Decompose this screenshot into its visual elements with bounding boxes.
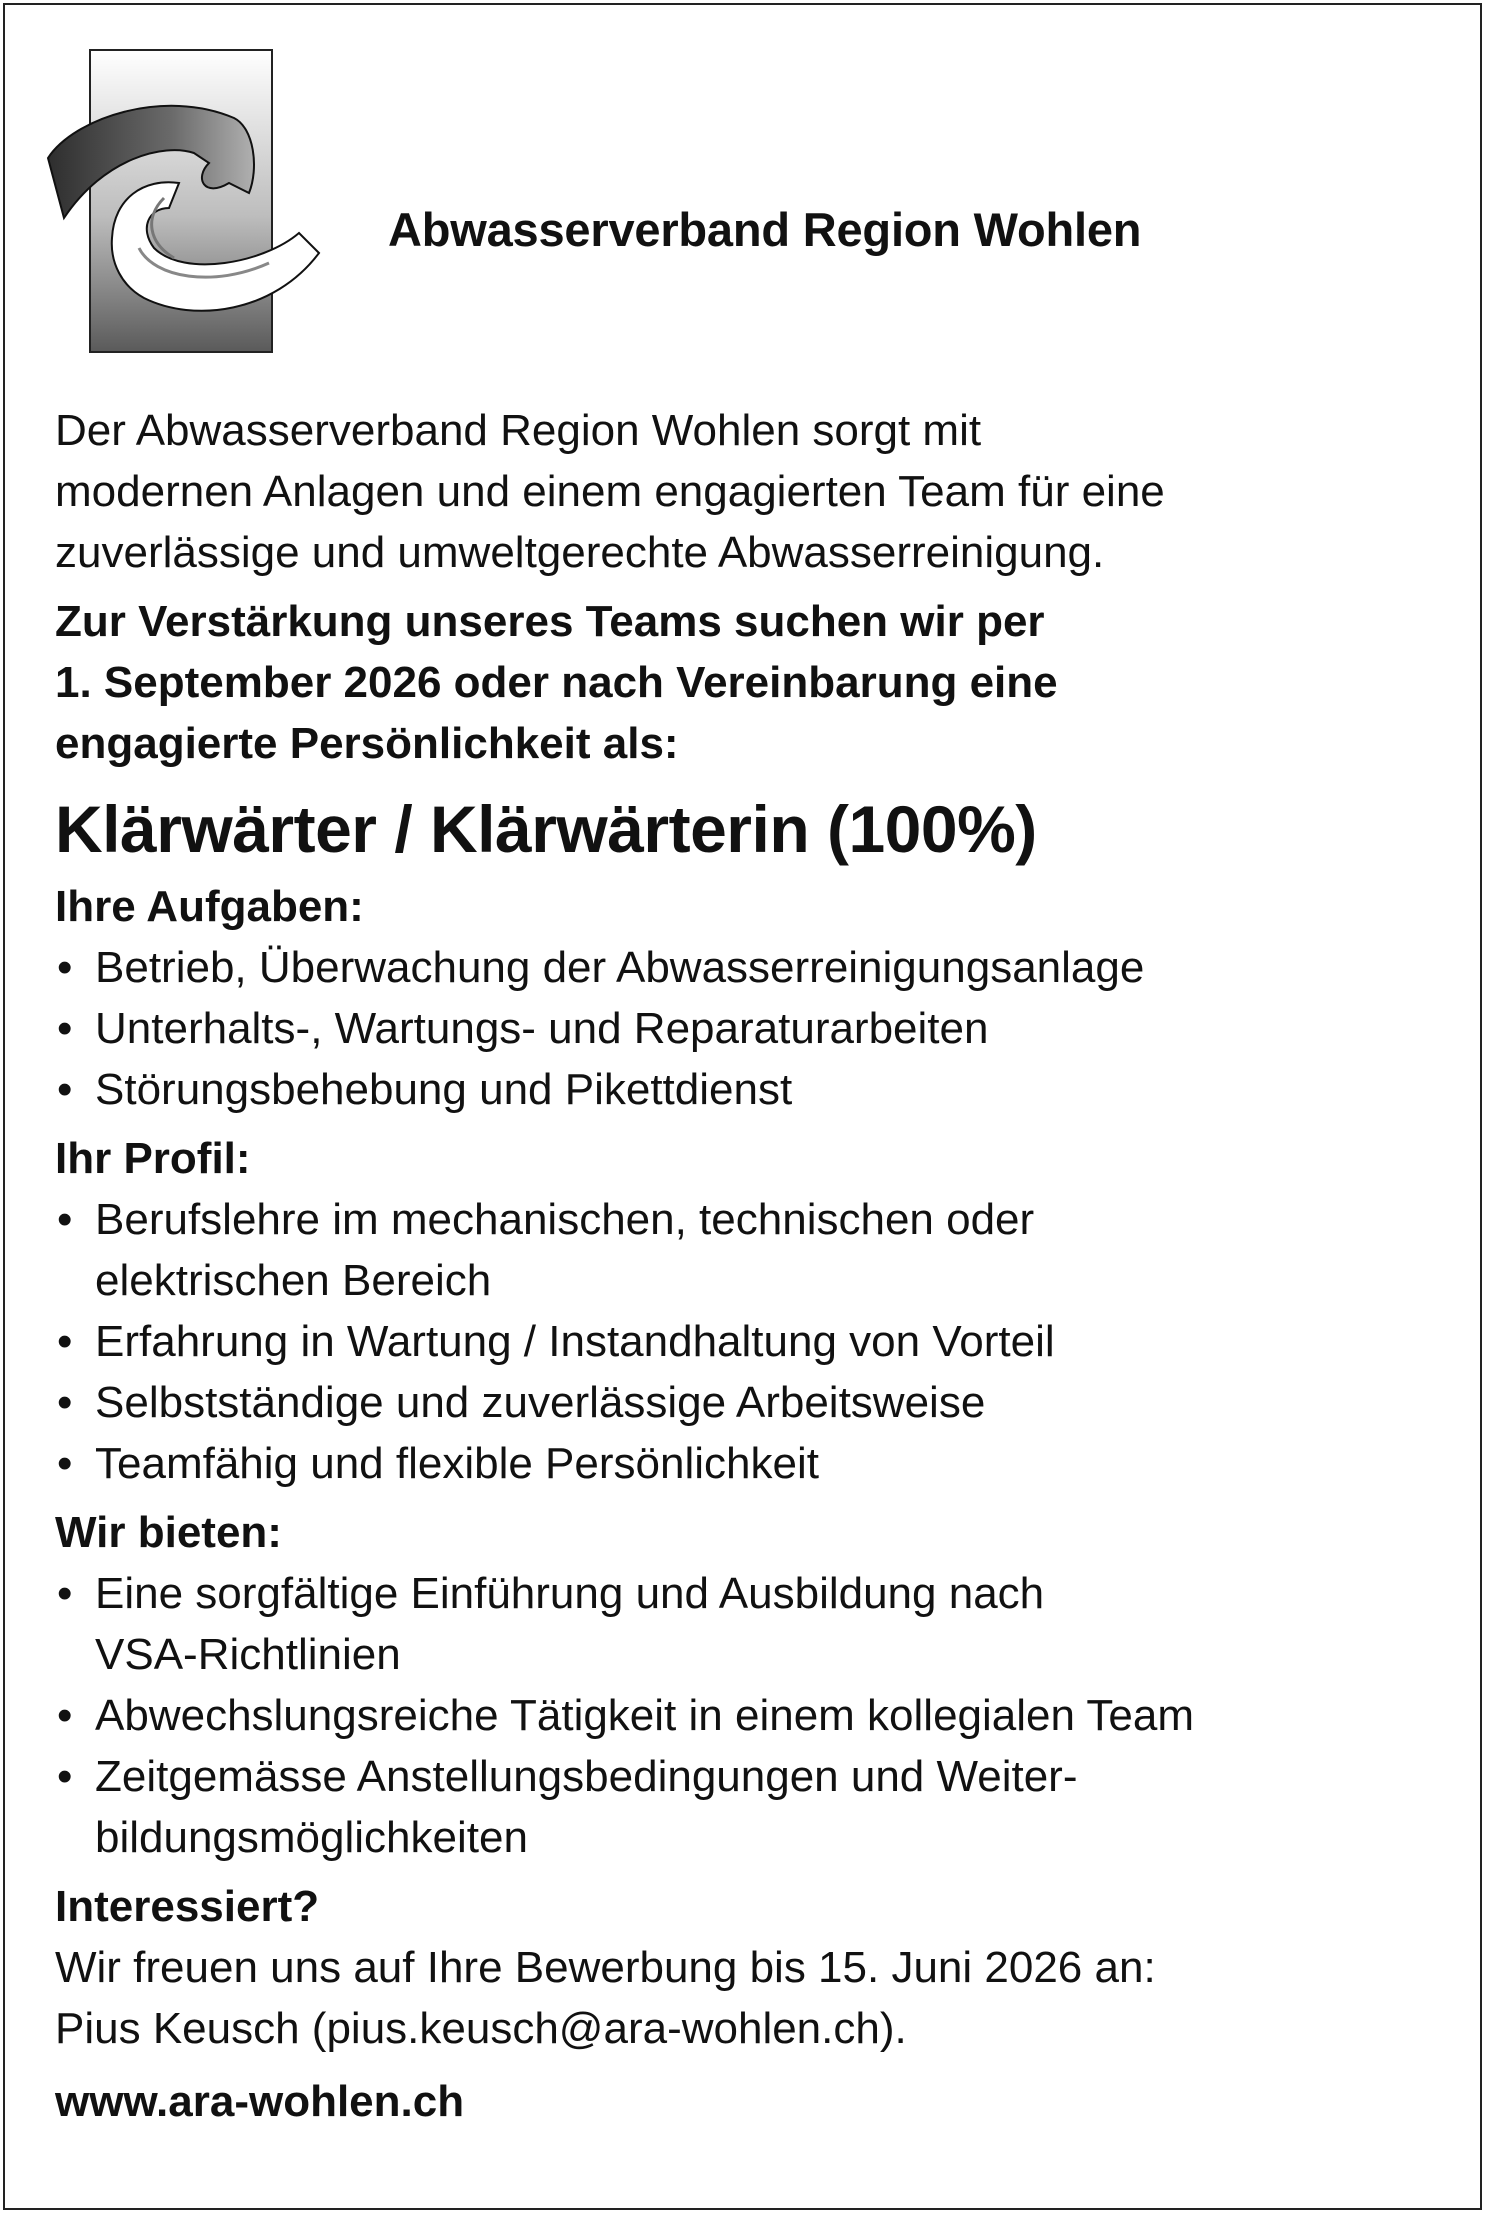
lead-text: [55, 591, 1455, 774]
contact-line: Wir freuen uns auf Ihre Bewerbung bis 15. Juni 2026 an:: [55, 1943, 1156, 1992]
list-item-text: elektrischen Bereich: [95, 1256, 492, 1305]
water-cycle-arrows-logo-icon: [44, 48, 334, 358]
bullet-list: [55, 1189, 1455, 1494]
list-item-text: Teamfähig und flexible Persönlichkeit: [95, 1439, 819, 1488]
list-item: [55, 1311, 1455, 1372]
section-tasks: [55, 876, 1455, 1120]
list-item-text: Betrieb, Überwachung der Abwasserreinigungsanlage: [95, 943, 1145, 992]
section-heading: Ihre Aufgaben:: [55, 882, 364, 931]
section-offer: [55, 1502, 1455, 1868]
list-item: [55, 1189, 1455, 1311]
section-contact: [55, 1876, 1455, 2132]
contact-line[interactable]: Pius Keusch (pius.keusch@ara-wohlen.ch).: [55, 2004, 907, 2053]
section-heading: Ihr Profil:: [55, 1134, 251, 1183]
list-item-text: Störungsbehebung und Pikettdienst: [95, 1065, 793, 1114]
list-item: [55, 937, 1455, 998]
list-item: [55, 998, 1455, 1059]
intro-line: Der Abwasserverband Region Wohlen sorgt mit: [55, 406, 982, 455]
organization-title: Abwasserverband Region Wohlen: [388, 203, 1142, 256]
lead-line: 1. September 2026 oder nach Vereinbarung eine: [55, 658, 1058, 707]
bullet-list: [55, 937, 1455, 1120]
list-item-text: Zeitgemässe Anstellungsbedingungen und Weiter-: [95, 1752, 1078, 1801]
section-profile: [55, 1128, 1455, 1494]
list-item-text: Unterhalts-, Wartungs- und Reparaturarbeiten: [95, 1004, 989, 1053]
contact-text: [55, 1937, 1455, 2059]
list-item-text: Abwechslungsreiche Tätigkeit in einem kollegialen Team: [95, 1691, 1194, 1740]
list-item: [55, 1746, 1455, 1868]
list-item: [55, 1685, 1455, 1746]
list-item-text: Berufslehre im mechanischen, technischen oder: [95, 1195, 1035, 1244]
website-link[interactable]: www.ara-wohlen.ch: [55, 2077, 465, 2126]
contact-heading: Interessiert?: [55, 1882, 320, 1931]
list-item: [55, 1563, 1455, 1685]
lead-line: engagierte Persönlichkeit als:: [55, 719, 679, 768]
list-item: [55, 1372, 1455, 1433]
bullet-list: [55, 1563, 1455, 1868]
list-item-text: VSA-Richtlinien: [95, 1630, 401, 1679]
ad-body: [55, 400, 1455, 2132]
list-item-text: Eine sorgfältige Einführung und Ausbildung nach: [95, 1569, 1045, 1618]
job-title: Klärwärter / Klärwärterin (100%): [55, 792, 1037, 866]
intro-line: zuverlässige und umweltgerechte Abwasserreinigung.: [55, 528, 1105, 577]
section-heading: Wir bieten:: [55, 1508, 282, 1557]
list-item-text: Erfahrung in Wartung / Instandhaltung von Vorteil: [95, 1317, 1055, 1366]
intro-line: modernen Anlagen und einem engagierten Team für eine: [55, 467, 1165, 516]
list-item: [55, 1059, 1455, 1120]
list-item-text: bildungsmöglichkeiten: [95, 1813, 528, 1862]
intro-text: [55, 400, 1455, 583]
list-item-text: Selbstständige und zuverlässige Arbeitsweise: [95, 1378, 986, 1427]
list-item: [55, 1433, 1455, 1494]
lead-line: Zur Verstärkung unseres Teams suchen wir per: [55, 597, 1045, 646]
